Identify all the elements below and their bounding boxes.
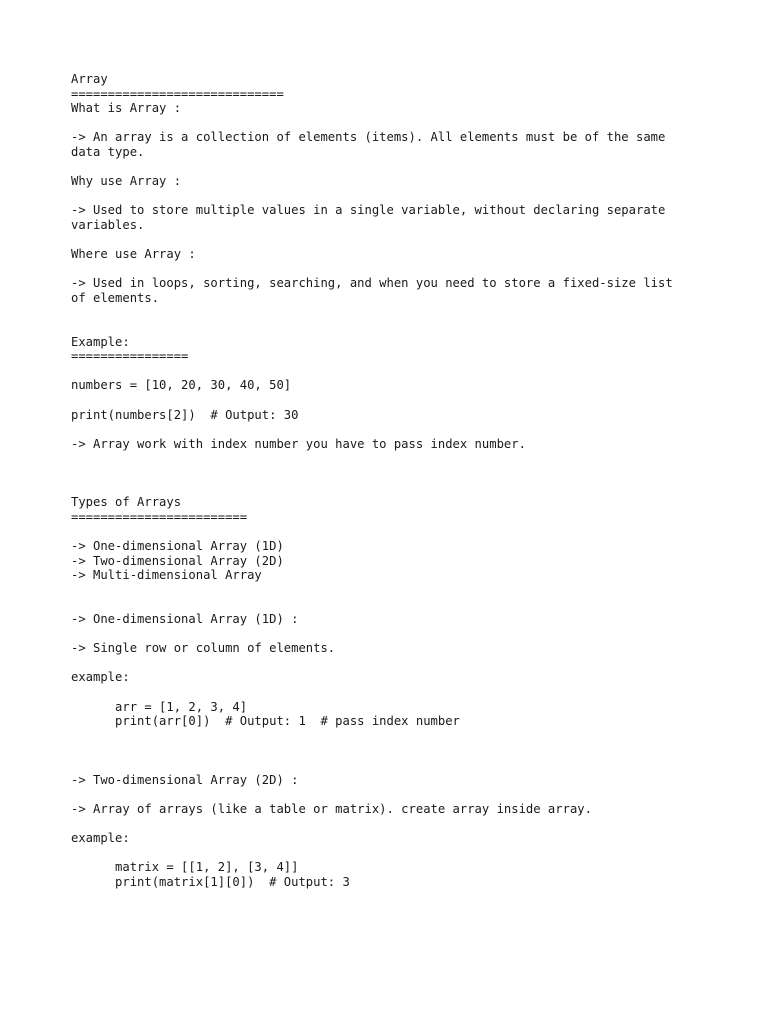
text-line: Array (71, 72, 108, 86)
text-line: Example: (71, 334, 130, 349)
text-line: variables. (71, 217, 145, 232)
document-text (71, 72, 751, 889)
text-line (71, 758, 751, 773)
text-line: -> One-dimensional Array (1D) (71, 539, 284, 553)
text-line (71, 656, 751, 671)
text-line (71, 422, 751, 437)
text-line: -> An array is a collection of elements (items). All elements must be of the same (71, 130, 666, 145)
text-line: matrix = [[1, 2], [3, 4]] (71, 860, 299, 875)
text-line: of elements. (71, 290, 160, 305)
text-line: print(arr[0]) # Output: 1 # pass index number (71, 714, 460, 729)
text-line: -> Multi-dimensional Array (71, 568, 262, 583)
text-line (71, 393, 751, 408)
text-line: arr = [1, 2, 3, 4] (71, 699, 248, 714)
text-line (71, 116, 751, 131)
text-line: ================ (71, 349, 189, 364)
text-line: -> Used in loops, sorting, searching, and when you need to store a fixed-size list (71, 276, 673, 291)
text-line (71, 189, 751, 204)
text-line (71, 306, 751, 321)
text-line (71, 787, 751, 802)
text-line (71, 320, 751, 335)
text-line: example: (71, 830, 130, 845)
text-line: -> Array of arrays (like a table or matrix). create array inside array. (71, 801, 592, 816)
text-line: -> Array work with index number you have to pass index number. (71, 436, 526, 451)
text-line: numbers = [10, 20, 30, 40, 50] (71, 378, 292, 393)
text-line: -> Single row or column of elements. (71, 641, 336, 656)
text-line: ======================== (71, 509, 248, 524)
text-line: data type. (71, 144, 145, 159)
text-line (71, 233, 751, 248)
text-line: Why use Array : (71, 174, 182, 189)
text-line (71, 466, 751, 481)
text-line (71, 451, 751, 466)
text-line: -> Two-dimensional Array (2D) : (71, 772, 299, 787)
text-line (71, 743, 751, 758)
text-line: ============================= (71, 86, 284, 101)
text-line: example: (71, 670, 130, 685)
text-line (71, 627, 751, 642)
text-line (71, 816, 751, 831)
text-line (71, 364, 751, 379)
text-line: -> Used to store multiple values in a single variable, without declaring separate (71, 203, 666, 218)
text-line: print(numbers[2]) # Output: 30 (71, 407, 299, 422)
text-line (71, 524, 751, 539)
text-line (71, 583, 751, 598)
text-line (71, 481, 751, 496)
text-line (71, 160, 751, 175)
text-line: Types of Arrays (71, 495, 182, 510)
text-line: Where use Array : (71, 247, 196, 262)
text-line: -> One-dimensional Array (1D) : (71, 611, 299, 626)
text-line: -> Two-dimensional Array (2D) (71, 553, 284, 568)
text-line (71, 685, 751, 700)
text-line: print(matrix[1][0]) # Output: 3 (71, 874, 350, 889)
text-line: What is Array : (71, 101, 182, 116)
text-line (71, 262, 751, 277)
text-line (71, 729, 751, 744)
text-line (71, 597, 751, 612)
text-line (71, 845, 751, 860)
